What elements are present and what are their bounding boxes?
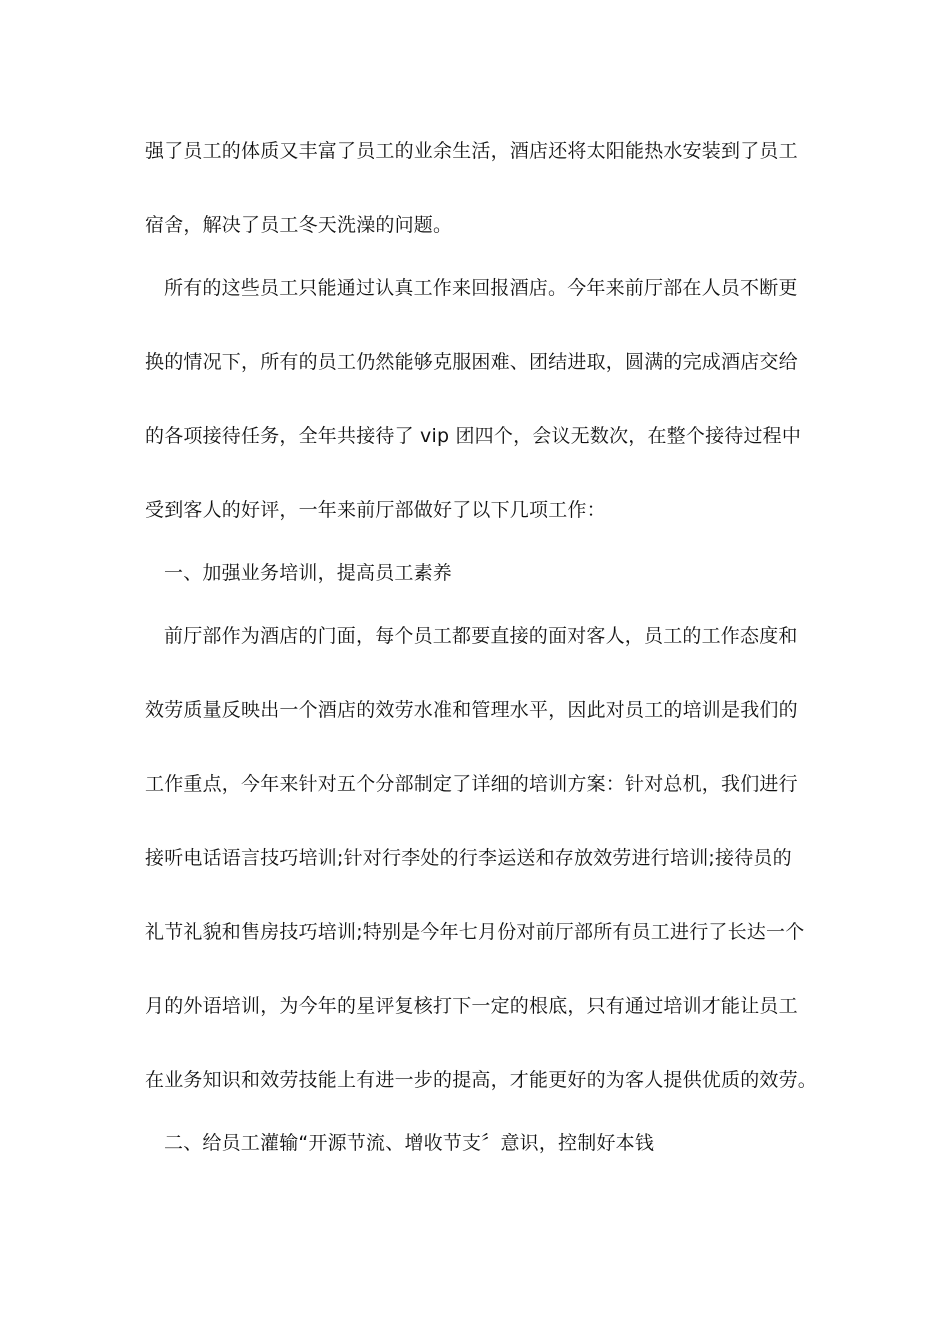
text-line-10: 工作重点，今年来针对五个分部制定了详细的培训方案：针对总机，我们进行 [145, 773, 798, 795]
paragraph-start-line-3: 所有的这些员工只能通过认真工作来回报酒店。今年来前厅部在人员不断更 [164, 277, 798, 299]
text-line-1: 强了员工的体质又丰富了员工的业余生活，酒店还将太阳能热水安装到了员工 [145, 140, 798, 162]
text-line-12: 礼节礼貌和售房技巧培训;特别是今年七月份对前厅部所有员工进行了长达一个 [145, 921, 805, 943]
text-line-6: 受到客人的好评，一年来前厅部做好了以下几项工作： [145, 499, 606, 521]
text-line-9: 效劳质量反映出一个酒店的效劳水准和管理水平，因此对员工的培训是我们的 [145, 699, 798, 721]
text-line-14: 在业务知识和效劳技能上有进一步的提高，才能更好的为客人提供优质的效劳。 [145, 1069, 818, 1091]
section-heading-2: 二、给员工灌输“开源节流、增收节支〞意识，控制好本钱 [164, 1132, 655, 1154]
text-line-4: 换的情况下，所有的员工仍然能够克服困难、团结进取，圆满的完成酒店交给 [145, 351, 798, 373]
text-line-5: 的各项接待任务，全年共接待了 vip 团四个，会议无数次，在整个接待过程中 [145, 425, 802, 447]
section-heading-1: 一、加强业务培训，提高员工素养 [164, 562, 453, 584]
text-line-11: 接听电话语言技巧培训;针对行李处的行李运送和存放效劳进行培训;接待员的 [145, 847, 792, 869]
text-line-13: 月的外语培训，为今年的星评复核打下一定的根底，只有通过培训才能让员工 [145, 995, 798, 1017]
text-line-2: 宿舍，解决了员工冬天洗澡的问题。 [145, 214, 453, 236]
paragraph-start-line-8: 前厅部作为酒店的门面，每个员工都要直接的面对客人，员工的工作态度和 [164, 625, 798, 647]
